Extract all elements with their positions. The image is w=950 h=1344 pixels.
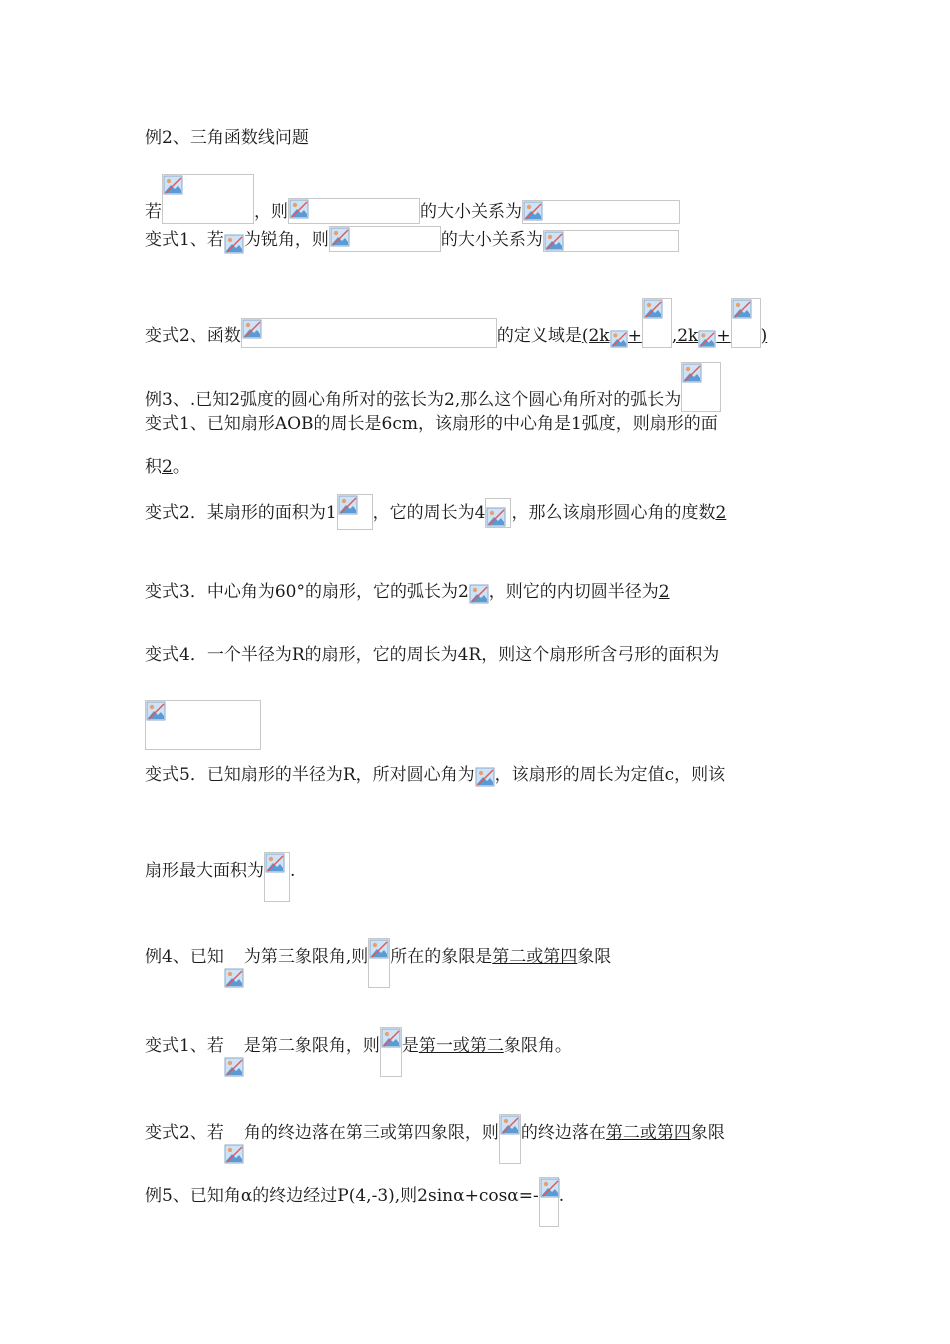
broken-image-icon <box>381 1028 401 1048</box>
broken-image-icon <box>643 299 663 319</box>
formula-image <box>485 498 511 528</box>
broken-image-icon <box>544 231 564 251</box>
formula-image <box>368 938 390 988</box>
formula-image <box>224 1144 244 1164</box>
broken-image-icon <box>289 199 309 219</box>
formula-image <box>543 230 679 252</box>
example-3-line: 例3、.已知2弧度的圆心角所对的弦长为2,那么这个圆心角所对的弧长为 <box>145 362 721 412</box>
broken-image-icon <box>486 507 506 527</box>
formula-image <box>731 298 761 348</box>
formula-image <box>610 328 628 348</box>
variant-1-line: 变式1、若 为锐角，则 的大小关系为 <box>145 226 679 252</box>
variant-5-line: 变式5．已知扇形的半径为R，所对圆心角为 ，该扇形的周长为定值c，则该 <box>145 765 726 785</box>
formula-image <box>499 1114 521 1164</box>
example-4-line: 例4、已知 为第三象限角,则 所在的象限是第二或第四象限 <box>145 938 611 988</box>
example-2-line: 若 ，则 的大小关系为 <box>145 174 680 224</box>
broken-image-icon <box>224 968 244 988</box>
variant-3-line: 变式3．中心角为60°的扇形，它的弧长为2 ，则它的内切圆半径为2 <box>145 582 670 602</box>
variant-1-sector-answer: 积2。 <box>145 457 190 477</box>
formula-image <box>681 362 721 412</box>
example-2-title: 例2、三角函数线问题 <box>145 128 309 148</box>
broken-image-icon <box>732 299 752 319</box>
broken-image-icon <box>330 227 350 247</box>
broken-image-icon <box>242 319 262 339</box>
formula-image <box>539 1177 559 1227</box>
broken-image-icon <box>146 701 166 721</box>
broken-image-icon <box>469 584 489 604</box>
variant-2-line: 变式2、函数 的定义域是(2k + ,2k + ) <box>145 298 767 348</box>
formula-image <box>642 298 672 348</box>
broken-image-icon <box>224 1144 244 1164</box>
broken-image-icon <box>698 330 716 348</box>
formula-image <box>380 1027 402 1077</box>
broken-image-icon <box>610 330 628 348</box>
formula-image <box>522 200 680 224</box>
variant-4-line: 变式4．一个半径为R的扇形，它的周长为4R，则这个扇形所含弓形的面积为 <box>145 645 720 665</box>
example-4-variant-1: 变式1、若 是第二象限角，则 是第一或第二象限角。 <box>145 1027 572 1077</box>
formula-image <box>698 328 716 348</box>
formula-image <box>162 174 254 224</box>
broken-image-icon <box>540 1178 560 1198</box>
formula-image <box>224 230 244 252</box>
example-5-line: 例5、已知角α的终边经过P(4,-3),则2sinα+cosα=- . <box>145 1177 564 1227</box>
formula-image <box>329 226 441 252</box>
broken-image-icon <box>338 495 358 515</box>
broken-image-icon <box>224 234 244 254</box>
domain-answer: (2k + ,2k + ) <box>582 326 767 346</box>
formula-image <box>224 1057 244 1077</box>
example-4-variant-2: 变式2、若 角的终边落在第三或第四象限，则 的终边落在第二或第四象限 <box>145 1114 725 1164</box>
formula-image <box>145 700 261 750</box>
formula-image <box>224 968 244 988</box>
variant-4-answer <box>145 700 261 750</box>
formula-image <box>241 318 497 348</box>
formula-image <box>337 494 373 530</box>
broken-image-icon <box>500 1115 520 1135</box>
variant-1-sector-line: 变式1、已知扇形AOB的周长是6cm，该扇形的中心角是1弧度，则扇形的面 <box>145 414 718 434</box>
formula-image <box>264 852 290 902</box>
broken-image-icon <box>265 853 285 873</box>
variant-2-sector-line: 变式2．某扇形的面积为1 ，它的周长为4 ，那么该扇形圆心角的度数2 <box>145 494 726 530</box>
broken-image-icon <box>523 201 543 221</box>
broken-image-icon <box>163 175 183 195</box>
formula-image <box>469 584 489 604</box>
formula-image <box>475 767 495 787</box>
broken-image-icon <box>475 767 495 787</box>
variant-5-answer: 扇形最大面积为 . <box>145 852 295 902</box>
broken-image-icon <box>224 1057 244 1077</box>
formula-image <box>288 198 420 224</box>
broken-image-icon <box>369 939 389 959</box>
broken-image-icon <box>682 363 702 383</box>
